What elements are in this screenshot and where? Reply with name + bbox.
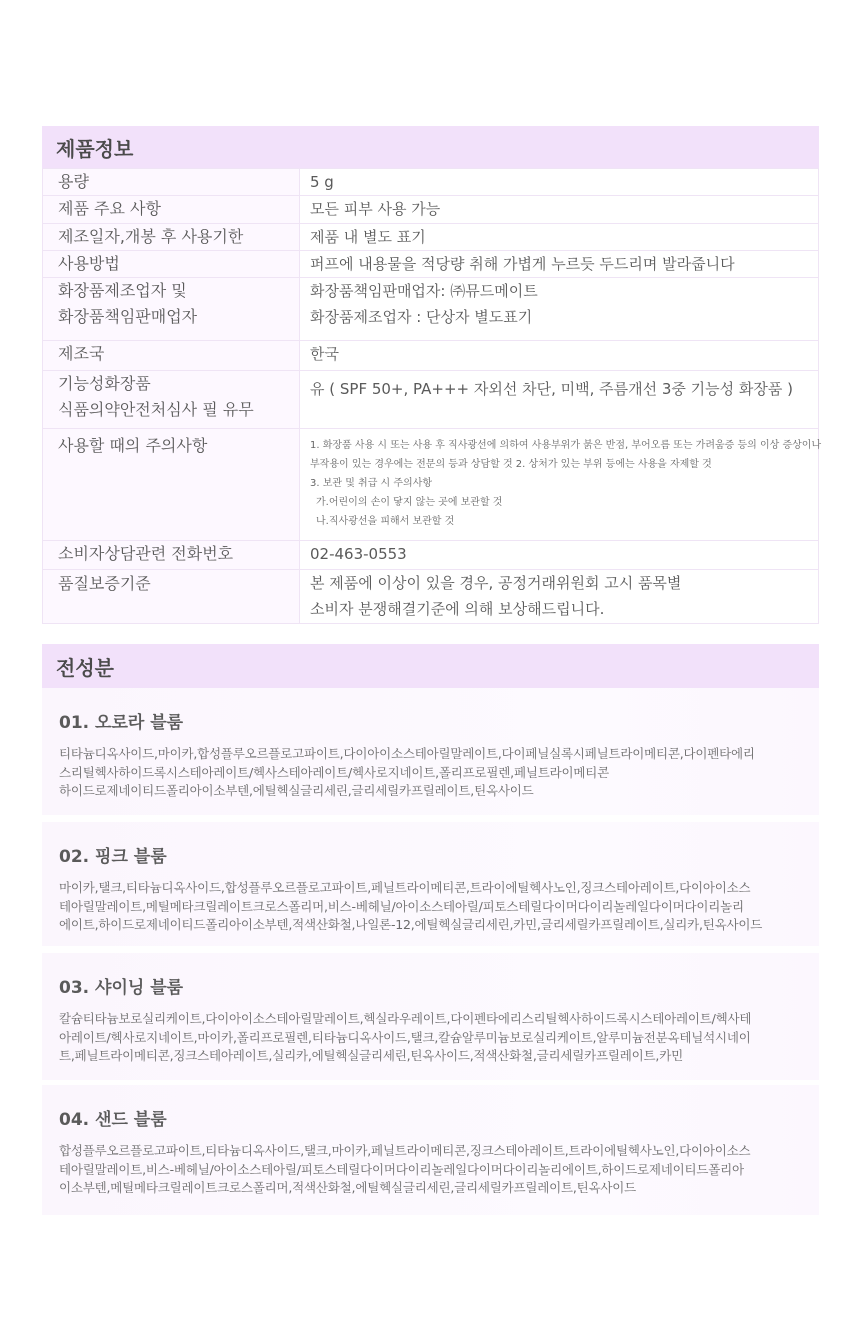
ingredient-block xyxy=(42,953,819,1080)
table-row xyxy=(43,169,819,196)
ingredient-title: 04. 샌드 블룸 xyxy=(59,1110,167,1130)
caution-line: 부작용이 있는 경우에는 전문의 등과 상담할 것 2. 상처가 있는 부위 등에는 사용을 자제할 것 xyxy=(310,459,712,470)
ingredient-line: 티타늄디옥사이드,마이카,합성플루오르플로고파이트,다이아이소스테아릴말레이트,다이페닐실록시페닐트라이메티콘,다이펜타에리 xyxy=(59,746,755,761)
ingredient-block xyxy=(42,1085,819,1215)
ingredient-title: 01. 오로라 블룸 xyxy=(59,713,184,733)
row-label xyxy=(43,371,300,429)
ingredient-line: 트,페닐트라이메티콘,징크스테아레이트,실리카,에틸헥실글리세린,틴옥사이드,적색산화철,글리세릴카프릴레이트,카민 xyxy=(59,1048,683,1063)
table-row xyxy=(43,541,819,570)
row-label xyxy=(43,196,300,224)
label-line: 제품 주요 사항 xyxy=(58,199,161,218)
row-label xyxy=(43,570,300,624)
ingredient-line: 하이드로제네이티드폴리아이소부텐,에틸헥실글리세린,글리세릴카프릴레이트,틴옥사이드 xyxy=(59,783,534,798)
product-info-table xyxy=(42,168,822,624)
label-line: 기능성화장품 xyxy=(58,374,151,393)
ingredient-title: 03. 샤이닝 블룸 xyxy=(59,978,184,998)
table-row xyxy=(43,429,819,541)
ingredient-list xyxy=(59,1010,802,1066)
value-line: 본 제품에 이상이 있을 경우, 공정거래위원회 고시 품목별 xyxy=(310,574,682,592)
label-line: 화장품책임판매업자 xyxy=(58,307,198,326)
ingredient-list xyxy=(59,879,802,935)
ingredient-list xyxy=(59,1142,802,1198)
caution-line: 3. 보관 및 취급 시 주의사항 xyxy=(310,478,433,489)
value-line: 유 ( SPF 50+, PA+++ 자외선 차단, 미백, 주름개선 3중 기능성 화장품 ) xyxy=(310,380,793,398)
table-row xyxy=(43,570,819,624)
row-label xyxy=(43,541,300,570)
label-line: 품질보증기준 xyxy=(58,574,151,593)
ingredient-line: 에이트,하이드로제네이티드폴리아이소부텐,적색산화철,나일론-12,에틸헥실글리세린,카민,글리세릴카프릴레이트,실리카,틴옥사이드 xyxy=(59,917,763,932)
label-line: 화장품제조업자 및 xyxy=(58,281,187,300)
value-line: 02-463-0553 xyxy=(310,545,407,563)
label-line: 소비자상담관련 전화번호 xyxy=(58,544,234,563)
value-line: 퍼프에 내용물을 적당량 취해 가볍게 누르듯 두드리며 발라줍니다 xyxy=(310,255,735,273)
label-line: 제조일자,개봉 후 사용기한 xyxy=(58,227,244,246)
ingredient-line: 칼슘티타늄보로실리케이트,다이아이소스테아릴말레이트,헥실라우레이트,다이펜타에리스리틸헥사하이드록시스테아레이트/헥사테 xyxy=(59,1011,752,1026)
row-value xyxy=(300,541,819,570)
row-label xyxy=(43,341,300,371)
row-value xyxy=(300,169,819,196)
label-line: 용량 xyxy=(58,172,89,191)
value-line: 한국 xyxy=(310,345,339,363)
value-line: 소비자 분쟁해결기준에 의해 보상해드립니다. xyxy=(310,600,605,618)
value-line: 모든 피부 사용 가능 xyxy=(310,200,441,218)
row-label xyxy=(43,224,300,251)
label-line: 식품의약안전처심사 필 유무 xyxy=(58,400,254,419)
ingredient-line: 테아릴말레이트,비스-베헤닐/아이소스테아릴/피토스테릴다이머다이리놀레일다이머다이리놀리에이트,하이드로제네이티드폴리아 xyxy=(59,1161,744,1177)
row-label xyxy=(43,251,300,278)
row-value xyxy=(300,196,819,224)
table-row xyxy=(43,224,819,251)
ingredient-line: 테아릴말레이트,메틸메타크릴레이트크로스폴리머,비스-베헤닐/아이소스테아릴/피토스테릴다이머다이리놀레일다이머다이리놀리 xyxy=(59,898,744,914)
table-row xyxy=(43,341,819,371)
table-row xyxy=(43,196,819,224)
value-line: 화장품제조업자 : 단상자 별도표기 xyxy=(310,308,533,326)
row-value xyxy=(300,278,819,341)
ingredient-list xyxy=(59,745,802,801)
row-label xyxy=(43,429,300,541)
ingredient-block xyxy=(42,688,819,815)
ingredient-line: 이소부텐,메틸메타크릴레이트크로스폴리머,적색산화철,에틸헥실글리세린,글리세릴카프릴레이트,틴옥사이드 xyxy=(59,1180,636,1195)
row-value xyxy=(300,570,819,624)
ingredient-line: 합성플루오르플로고파이트,티타늄디옥사이드,탤크,마이카,페닐트라이메티콘,징크스테아레이트,트라이에틸헥사노인,다이아이소스 xyxy=(59,1143,751,1158)
ingredient-line: 아레이트/헥사로지네이트,마이카,폴리프로필렌,티타늄디옥사이드,탤크,칼슘알루미늄보로실리케이트,알루미늄전분옥테닐석시네이 xyxy=(59,1029,751,1045)
ingredients-header: 전성분 xyxy=(42,644,819,688)
row-value xyxy=(300,251,819,278)
table-row xyxy=(43,251,819,278)
caution-line: 가.어린이의 손이 닿지 않는 곳에 보관할 것 xyxy=(316,497,503,508)
table-row xyxy=(43,278,819,341)
label-line: 제조국 xyxy=(58,344,105,363)
row-value xyxy=(300,371,819,429)
ingredient-line: 스리틸헥사하이드록시스테아레이트/헥사스테아레이트/헥사로지네이트,폴리프로필렌,페닐트라이메티콘 xyxy=(59,764,609,780)
label-line: 사용방법 xyxy=(58,254,120,273)
value-line: 5 g xyxy=(310,173,334,191)
value-line: 화장품책임판매업자: ㈜뮤드메이트 xyxy=(310,282,538,300)
caution-line: 나.직사광선을 피해서 보관할 것 xyxy=(316,516,455,527)
ingredient-block xyxy=(42,822,819,946)
row-label xyxy=(43,278,300,341)
table-row xyxy=(43,371,819,429)
ingredient-line: 마이카,탤크,티타늄디옥사이드,합성플루오르플로고파이트,페닐트라이메티콘,트라이에틸헥사노인,징크스테아레이트,다이아이소스 xyxy=(59,880,751,895)
product-info-header: 제품정보 xyxy=(42,126,819,168)
ingredient-title: 02. 핑크 블룸 xyxy=(59,847,167,867)
label-line: 사용할 때의 주의사항 xyxy=(58,436,208,455)
row-value xyxy=(300,341,819,371)
value-line: 제품 내 별도 표기 xyxy=(310,228,426,246)
row-value xyxy=(300,224,819,251)
caution-text xyxy=(300,429,822,541)
caution-line: 1. 화장품 사용 시 또는 사용 후 직사광선에 의하여 사용부위가 붉은 반점, 부어오름 또는 가려움증 등의 이상 증상이나 xyxy=(310,440,822,451)
row-label xyxy=(43,169,300,196)
